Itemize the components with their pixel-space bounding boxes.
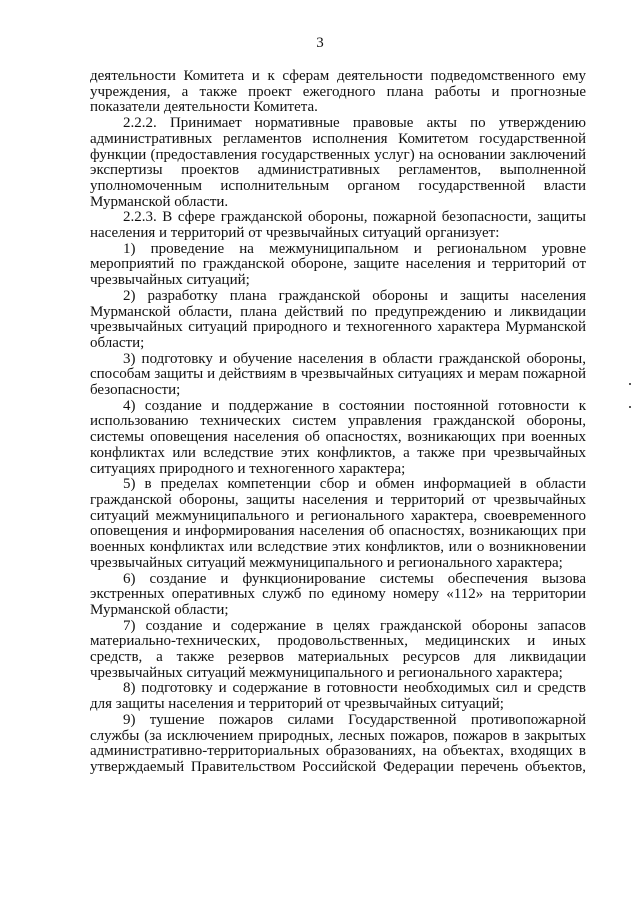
list-item-3: 3) подготовку и обучение населения в области гражданской обороны, способам защиты и действиям в чрезвычайных ситуациях и мерам пожарной безопасности; xyxy=(90,350,586,399)
list-item-6: 6) создание и функционирование системы обеспечения вызова экстренных оперативных служб по единому номеру «112» на территории Мурманской области; xyxy=(90,570,586,618)
list-item-2: 2) разработку плана гражданской обороны и защиты населения Мурманской области, плана действий по предупреждению и ликвидации чрезвычайных ситуаций природного и техногенного характера Мурманской области; xyxy=(90,287,586,351)
list-item-4: 4) создание и поддержание в состоянии постоянной готовности к использованию технических систем управления гражданской обороны, системы оповещения населения об опасностях, возникающих при военных конфликтах или вследствие этих конфликтов, а также при чрезвычайных ситуациях природного и техногенного характера; xyxy=(90,397,586,477)
scan-speck xyxy=(629,406,631,408)
list-item-1: 1) проведение на межмуниципальном и региональном уровне мероприятий по гражданской обороне, защите населения и территорий от чрезвычайных ситуаций; xyxy=(90,240,586,289)
scan-speck xyxy=(629,383,631,385)
paragraph-continuation: деятельности Комитета и к сферам деятельности подведомственного ему учреждения, а также проект ежегодного плана работы и прогнозные показатели деятельности Комитета. xyxy=(90,68,586,116)
list-item-9: 9) тушение пожаров силами Государственной противопожарной службы (за исключением природных, лесных пожаров, пожаров в закрытых административно-территориальных образованиях, на объектах, входящих в утверждаемый Правительством Российской Федерации перечень объектов, xyxy=(90,711,586,775)
list-item-8: 8) подготовку и содержание в готовности необходимых сил и средств для защиты населения и территорий от чрезвычайных ситуаций; xyxy=(90,680,586,713)
paragraph-2-2-3: 2.2.3. В сфере гражданской обороны, пожарной безопасности, защиты населения и территорий от чрезвычайных ситуаций организует: xyxy=(90,209,586,242)
document-body xyxy=(90,69,586,776)
list-item-7: 7) создание и содержание в целях гражданской обороны запасов материально-технических, продовольственных, медицинских и иных средств, а также резервов материальных ресурсов для ликвидации чрезвычайных ситуаций межмуниципального и регионального характера; xyxy=(90,617,586,681)
list-item-5: 5) в пределах компетенции сбор и обмен информацией в области гражданской обороны, защиты населения и территорий от чрезвычайных ситуаций межмуниципального и регионального характера, своевременного оповещения и информирования населения об опасностях, возникающих при военных конфликтах или вследствие этих конфликтов, или о возникновении чрезвычайных ситуаций межмуниципального и регионального характера; xyxy=(90,476,586,571)
paragraph-2-2-2: 2.2.2. Принимает нормативные правовые акты по утверждению административных регламентов исполнения Комитетом государственной функции (предоставления государственных услуг) на основании заключений экспертизы проектов административных регламентов, выполненной уполномоченным исполнительным органом государственной власти Мурманской области. xyxy=(90,115,586,210)
page-number: 3 xyxy=(316,35,324,51)
